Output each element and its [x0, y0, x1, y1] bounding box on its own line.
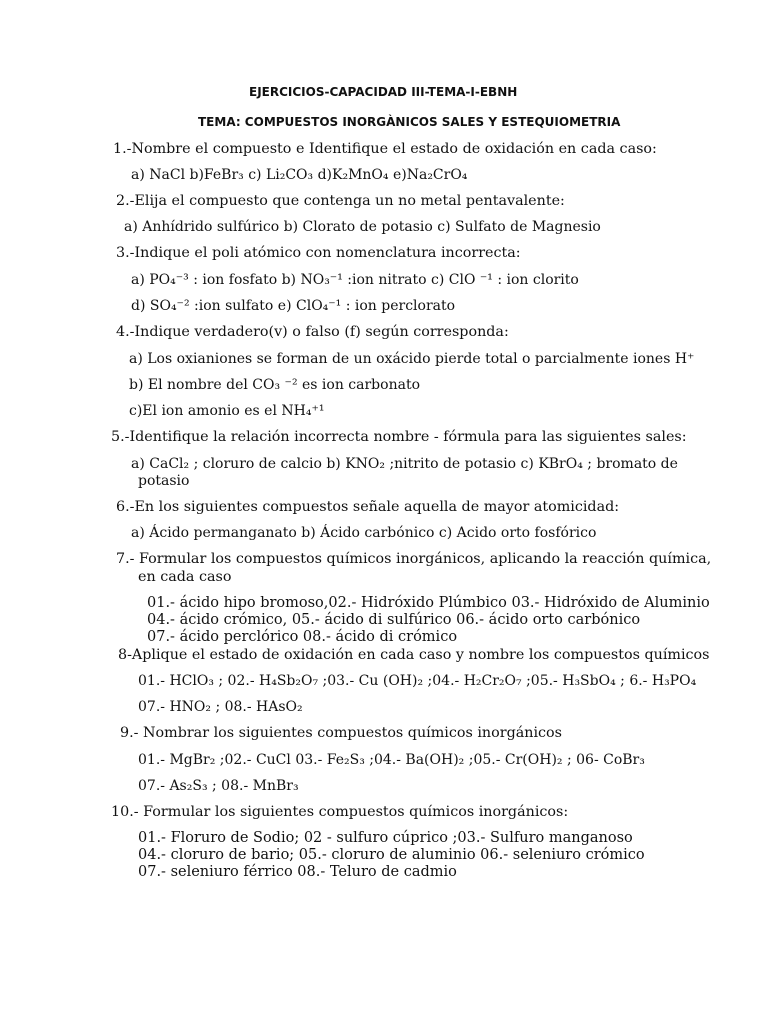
question-9-items-row-2: 07.- As₂S₃ ; 08.- MnBr₃	[138, 778, 299, 794]
question-9-items-row-1: 01.- MgBr₂ ;02.- CuCl 03.- Fe₂S₃ ;04.- Ba(OH)₂ ;05.- Cr(OH)₂ ; 06- CoBr₃	[138, 752, 645, 768]
question-10-item-row-2: 04.- cloruro de bario; 05.- cloruro de aluminio 06.- seleniuro crómico	[138, 847, 645, 863]
question-5: 5.-Identifique la relación incorrecta nombre - fórmula para las siguientes sales:	[111, 429, 687, 445]
question-4-statement-b: b) El nombre del CO₃ ⁻² es ion carbonato	[129, 377, 420, 393]
question-4-statement-c: c)El ion amonio es el NH₄⁺¹	[129, 403, 325, 419]
question-6: 6.-En los siguientes compuestos señale aquella de mayor atomicidad:	[116, 499, 620, 515]
question-10: 10.- Formular los siguientes compuestos químicos inorgánicos:	[111, 804, 569, 820]
question-5-options: a) CaCl₂ ; cloruro de calcio b) KNO₂ ;nitrito de potasio c) KBrO₄ ; bromato de	[131, 456, 678, 472]
question-7-item-row-3: 07.- ácido perclórico 08.- ácido di crómico	[147, 629, 458, 645]
question-6-options: a) Ácido permanganato b) Ácido carbónico c) Acido orto fosfórico	[131, 525, 597, 541]
question-3-options-d-e: d) SO₄⁻² :ion sulfato e) ClO₄⁻¹ : ion perclorato	[131, 298, 456, 314]
question-3: 3.-Indique el poli atómico con nomenclatura incorrecta:	[116, 245, 521, 261]
question-8: 8-Aplique el estado de oxidación en cada caso y nombre los compuestos químicos	[118, 647, 710, 663]
question-7-item-row-2: 04.- ácido crómico, 05.- ácido di sulfúrico 06.- ácido orto carbónico	[147, 612, 641, 628]
question-1: 1.-Nombre el compuesto e Identifique el estado de oxidación en cada caso:	[113, 141, 657, 157]
question-5-options-cont: potasio	[138, 473, 190, 489]
question-9: 9.- Nombrar los siguientes compuestos químicos inorgánicos	[120, 725, 562, 741]
question-8-items-row-1: 01.- HClO₃ ; 02.- H₄Sb₂O₇ ;03.- Cu (OH)₂ ;04.- H₂Cr₂O₇ ;05.- H₃SbO₄ ; 6.- H₃PO₄	[138, 673, 697, 689]
question-7-item-row-1: 01.- ácido hipo bromoso,02.- Hidróxido Plúmbico 03.- Hidróxido de Aluminio	[147, 595, 710, 611]
question-4: 4.-Indique verdadero(v) o falso (f) según corresponda:	[116, 324, 509, 340]
question-2-options: a) Anhídrido sulfúrico b) Clorato de potasio c) Sulfato de Magnesio	[124, 219, 601, 235]
question-7: 7.- Formular los compuestos químicos inorgánicos, aplicando la reacción química,	[116, 551, 712, 567]
question-10-item-row-1: 01.- Floruro de Sodio; 02 - sulfuro cúprico ;03.- Sulfuro manganoso	[138, 830, 633, 846]
question-2: 2.-Elija el compuesto que contenga un no metal pentavalente:	[116, 193, 565, 209]
page-title: EJERCICIOS-CAPACIDAD III-TEMA-I-EBNH	[249, 85, 518, 99]
page-subtitle: TEMA: COMPUESTOS INORGÀNICOS SALES Y ESTEQUIOMETRIA	[198, 115, 621, 129]
question-7-cont: en cada caso	[138, 569, 232, 585]
question-3-options-a-c: a) PO₄⁻³ : ion fosfato b) NO₃⁻¹ :ion nitrato c) ClO ⁻¹ : ion clorito	[131, 272, 579, 288]
question-10-item-row-3: 07.- seleniuro férrico 08.- Teluro de cadmio	[138, 864, 457, 880]
question-1-options: a) NaCl b)FeBr₃ c) Li₂CO₃ d)K₂MnO₄ e)Na₂CrO₄	[131, 167, 468, 183]
question-4-statement-a: a) Los oxianiones se forman de un oxácido pierde total o parcialmente iones H⁺	[129, 351, 695, 367]
question-8-items-row-2: 07.- HNO₂ ; 08.- HAsO₂	[138, 699, 303, 715]
